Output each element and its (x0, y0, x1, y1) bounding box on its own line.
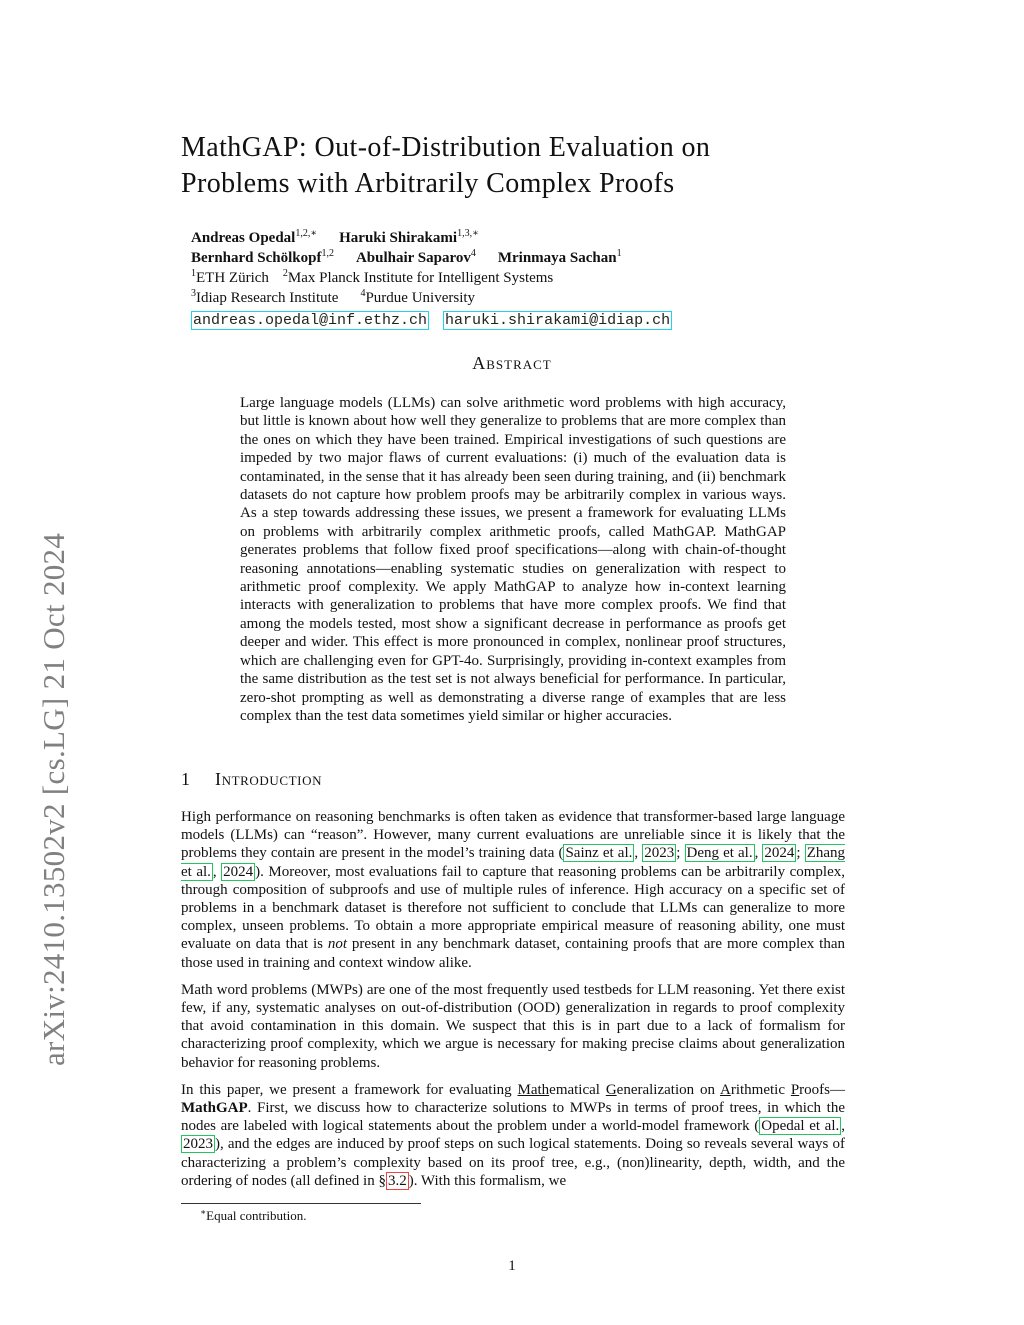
framework-name: MathGAP (181, 1100, 248, 1117)
underlined-letters: A (719, 1081, 731, 1098)
author-name: Mrinmaya Sachan (497, 250, 617, 266)
citation-link[interactable]: 2024 (223, 863, 254, 880)
citation-link[interactable]: Sainz et al. (565, 845, 633, 862)
paragraph-2: Math word problems (MWPs) are one of the most frequently used testbeds for LLM reasoning. Yet there exist few, if any, systematic analyses on out-of-distribution (OOD) generalization in regards to proof complexity that avoid contamination in this domain. We suspect that this is in part due to a lack of formalism for characterizing proof complexity, which we argue is necessary for making precise claims about generalization behavior for reasoning problems. (181, 981, 845, 1071)
paragraph-3: In this paper, we present a framework for evaluating Mathematical Generalization on Arithmetic Proofs—MathGAP. First, we discuss how to characterize solutions to MWPs in terms of proof trees, in which the nodes are labeled with logical statements about the problem under a world-model framework ( Opedal et al. , 2023 ), and the edges are induced by proof steps on such logical statements. Doing so reveals several ways of characterizing a problem’s complexity based on its proof tree, e.g., (non)linearity, depth, width, and the ordering of nodes (all defined in § 3.2 ). With this formalism, we (181, 1081, 845, 1189)
underlined-letters: G (605, 1081, 617, 1098)
author-name: Abulhair Saparov (355, 250, 471, 266)
page-number: 1 (508, 1258, 516, 1274)
author-sup: 4 (470, 248, 476, 259)
affiliation-row-2 (191, 288, 672, 308)
citation-link[interactable]: Deng et al. (686, 845, 753, 862)
citation-link[interactable]: 2023 (183, 1136, 213, 1153)
affiliation-sup: 3 (191, 288, 196, 299)
body-text (181, 808, 845, 1199)
footnote-mark: ∗ (200, 1207, 207, 1217)
email-link-1[interactable]: andreas.opedal@inf.ethz.ch (193, 312, 428, 329)
underlined-letters: Math (517, 1081, 550, 1098)
text-span: In this paper, we present a framework for evaluating (181, 1081, 518, 1098)
author-block (191, 228, 672, 330)
affiliation: Idiap Research Institute (196, 290, 339, 306)
underlined-letters: P (790, 1081, 800, 1098)
affiliation-sup: 1 (191, 268, 196, 279)
author-row-1 (191, 228, 672, 248)
citation-link[interactable]: 2024 (764, 845, 795, 862)
affiliation: Purdue University (365, 290, 476, 306)
citation-link[interactable]: Zhang et al. (181, 845, 846, 880)
text-span: ), and the edges are induced by proof steps on such logical statements. Doing so reveals several ways of characterizing a problem’s complexity based on its proof tree, e.g., (non)linearity, depth, width, and the ordering of nodes (all defined in § (181, 1136, 845, 1189)
text-span: present in any benchmark dataset, containing proofs that are more complex than those used in training and context window alike. (181, 936, 846, 971)
text-span: ). Moreover, most evaluations fail to capture that reasoning problems can be arbitrarily complex, through composition of subproofs and use of multiple rules of inference. High accuracy on a specific set of problems in a benchmark dataset is therefore not sufficient to conclude that LLMs can generalize to more complex, unseen problems. To obtain a more appropriate empirical measure of reasoning ability, one must evaluate on data that is (181, 863, 846, 953)
abstract-heading: Abstract (472, 353, 552, 373)
emphasis: not (327, 936, 348, 953)
author-name: Bernhard Schölkopf (191, 250, 322, 266)
author-sup: 1,3,∗ (457, 228, 479, 239)
text-span: . First, we discuss how to characterize solutions to MWPs in terms of proof trees, in which the nodes are labeled with logical statements about the problem under a world-model framework ( (181, 1100, 845, 1135)
section-title: Introduction (215, 769, 323, 789)
affiliation: Max Planck Institute for Intelligent Systems (287, 270, 554, 286)
section-number: 1 (181, 769, 191, 789)
section-heading-introduction (181, 769, 322, 790)
author-sup: 1,2 (321, 248, 334, 259)
author-sup: 1 (616, 248, 622, 259)
affiliation-row-1 (191, 268, 672, 288)
title-line-1: MathGAP: Out-of-Distribution Evaluation on (181, 132, 711, 163)
paper-title (181, 130, 881, 202)
text-span: ). With this formalism, we (408, 1172, 567, 1189)
footnote (200, 1208, 307, 1224)
paragraph-1: High performance on reasoning benchmarks is often taken as evidence that transformer-based large language models (LLMs) can “reason”. However, many current evaluations are unreliable since it is likely that the problems they contain are present in the model’s training data ( Sainz et al. , 2023 ; Deng et al. , 2024 ; Zhang et al. , 2024 ). Moreover, most evaluations fail to capture that reasoning problems can be arbitrarily complex, through composition of subproofs and use of multiple rules of inference. High accuracy on a specific set of problems in a benchmark dataset is therefore not sufficient to conclude that LLMs can generalize to more complex, unseen problems. To obtain a more appropriate empirical measure of reasoning ability, one must evaluate on data that is not present in any benchmark dataset, containing proofs that are more complex than those used in training and context window alike. (181, 809, 846, 971)
affiliation-sup: 4 (360, 288, 366, 299)
affiliation-sup: 2 (282, 268, 288, 279)
citation-link[interactable]: Opedal et al. (761, 1118, 840, 1135)
author-row-2 (191, 248, 672, 268)
citation-link[interactable]: 2023 (644, 845, 675, 862)
affiliation: ETH Zürich (196, 270, 269, 286)
email-link-2[interactable]: haruki.shirakami@idiap.ch (445, 312, 671, 329)
arxiv-stamp: arXiv:2410.13502v2 [cs.LG] 21 Oct 2024 (36, 532, 71, 1066)
section-ref-link[interactable]: 3.2 (387, 1172, 407, 1189)
title-line-2: Problems with Arbitrarily Complex Proofs (181, 168, 675, 199)
footnote-rule (181, 1203, 421, 1204)
author-sup: 1,2,∗ (295, 228, 318, 239)
footnote-text: Equal contribution. (206, 1208, 307, 1223)
abstract-text: Large language models (LLMs) can solve arithmetic word problems with high accuracy, but little is known about how well they generalize to problems that are more complex than the ones on which they have been trained. Empirical investigations of such questions are impeded by two major flaws of current evaluations: (i) much of the evaluation data is contaminated, in the sense that it has already been seen during training, and (ii) benchmark datasets do not capture how problem proofs may be arbitrarily complex in various ways. As a step towards addressing these issues, we present a framework for evaluating LLMs on problems with arbitrarily complex arithmetic proofs, called MathGAP. MathGAP generates problems that follow fixed proof specifications—along with chain-of-thought reasoning annotations—enabling systematic studies on generalization with respect to arithmetic proof complexity. We apply MathGAP to analyze how in-context learning interacts with generalization to problems that have more complex proofs. We find that among the models tested, most show a significant decrease in performance as proofs get deeper and wider. This effect is more pronounced in complex, nonlinear proof structures, which are challenging even for GPT-4o. Surprisingly, providing in-context examples from the same distribution as the test set is not always beneficial for performance. In particular, zero-shot prompting as well as demonstrating a diverse range of examples that are less complex than the test data sometimes yield similar or higher accuracies. (240, 395, 786, 724)
author-name: Haruki Shirakami (339, 230, 458, 246)
email-row (191, 310, 672, 330)
text-span: High performance on reasoning benchmarks is often taken as evidence that transformer-based large language models (LLMs) can “reason”. However, many current evaluations are unreliable since it is likely that the problems they contain are present in the model’s training data ( (181, 809, 845, 862)
author-name: Andreas Opedal (191, 230, 296, 246)
